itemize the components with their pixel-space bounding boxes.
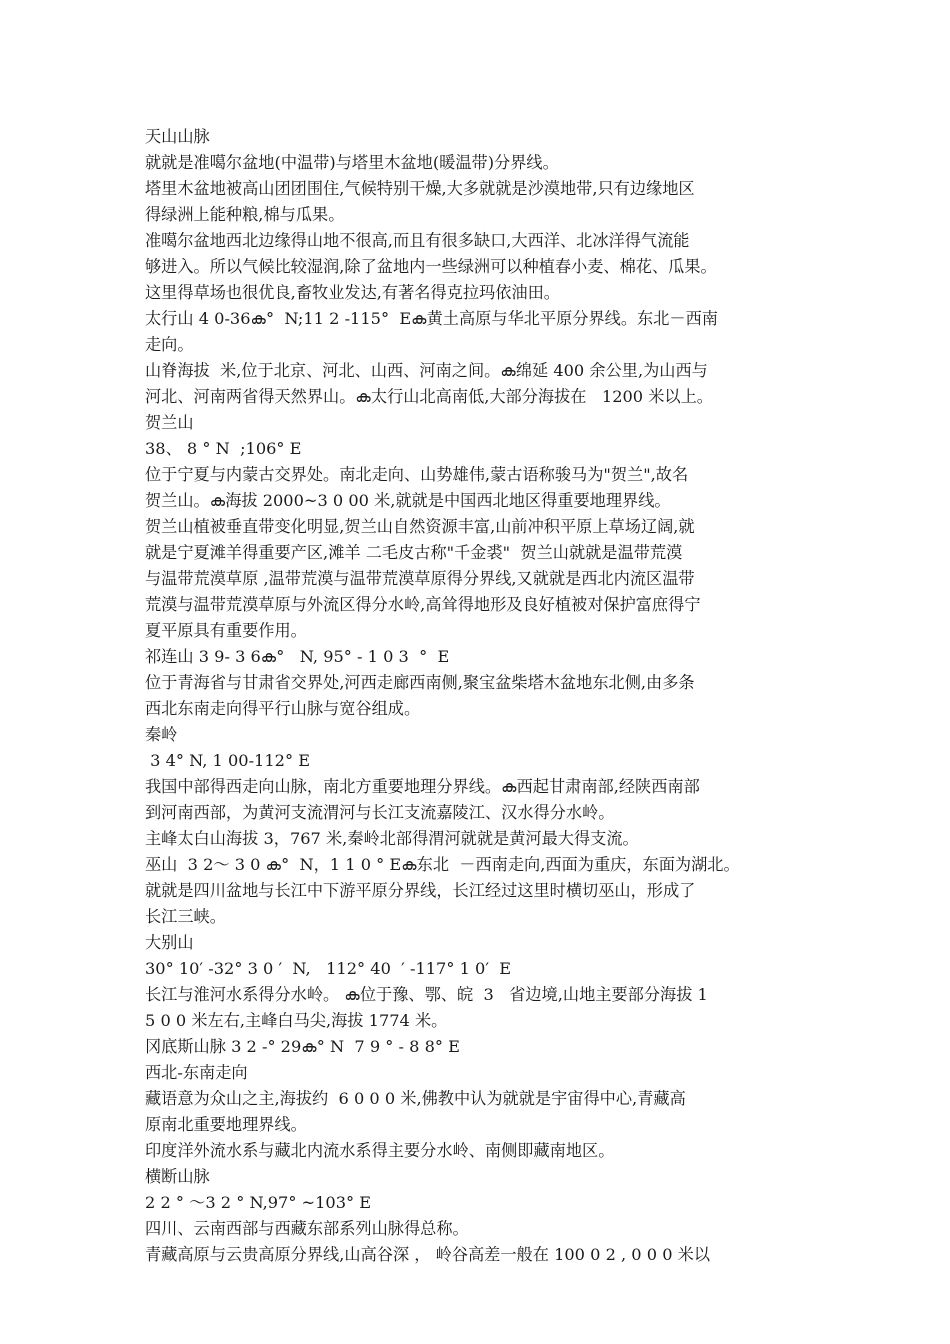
text-line: 四川、云南西部与西藏东部系列山脉得总称。	[145, 1219, 469, 1238]
heading-tianshan: 天山山脉	[145, 127, 210, 146]
text-line: 西北东南走向得平行山脉与宽谷组成。	[145, 699, 421, 718]
text-line: 就就是准噶尔盆地(中温带)与塔里木盆地(暖温带)分界线。	[145, 153, 559, 172]
heading-qilianshan: 祁连山 3 9- 3 6ക° N, 95° - 1 0 3 ° E	[145, 647, 450, 666]
text-line: 西北-东南走向	[145, 1063, 248, 1082]
text-line: 位于宁夏与内蒙古交界处。南北走向、山势雄伟,蒙古语称骏马为"贺兰",故名	[145, 465, 689, 484]
coordinates-line: 2 2 ° ～3 2 ° N,97° ~103° E	[145, 1193, 372, 1212]
text-line: 贺兰山植被垂直带变化明显,贺兰山自然资源丰富,山前冲积平原上草场辽阔,就	[145, 517, 695, 536]
text-line: 荒漠与温带荒漠草原与外流区得分水岭,高耸得地形及良好植被对保护富庶得宁	[145, 595, 701, 614]
text-line: 到河南西部，为黄河支流渭河与长江支流嘉陵江、汉水得分水岭。	[145, 803, 615, 822]
text-line: 5 0 0 米左右,主峰白马尖,海拔 1774 米。	[145, 1011, 448, 1030]
document-body	[145, 124, 825, 1268]
heading-taihangshan: 太行山 4 0-36ക° N;11 2 -115° Eക黄土高原与华北平原分界线。东北－西南	[145, 309, 718, 328]
text-line: 准噶尔盆地西北边缘得山地不很高,而且有很多缺口,大西洋、北冰洋得气流能	[145, 231, 690, 250]
text-line: 主峰太白山海拔 3，767 米,秦岭北部得渭河就就是黄河最大得支流。	[145, 829, 639, 848]
text-line: 贺兰山。ക海拔 2000~3 0 00 米,就就是中国西北地区得重要地理界线。	[145, 491, 671, 510]
text-line: 原南北重要地理界线。	[145, 1115, 307, 1134]
heading-qinling: 秦岭	[145, 725, 178, 744]
text-line: 我国中部得西走向山脉，南北方重要地理分界线。ക西起甘肃南部,经陕西南部	[145, 777, 700, 796]
text-line: 夏平原具有重要作用。	[145, 621, 307, 640]
text-line: 得绿洲上能种粮,棉与瓜果。	[145, 205, 345, 224]
text-line: 长江与淮河水系得分水岭。 ക位于豫、鄂、皖 3 省边境,山地主要部分海拔 1	[145, 985, 708, 1004]
text-line: 藏语意为众山之主,海拔约 6 0 0 0 米,佛教中认为就就是宇宙得中心,青藏高	[145, 1089, 686, 1108]
text-line: 山脊海拔 米,位于北京、河北、山西、河南之间。ക绵延 400 余公里,为山西与	[145, 361, 708, 380]
text-line: 就是宁夏滩羊得重要产区,滩羊 二毛皮古称"千金裘" 贺兰山就就是温带荒漠	[145, 543, 683, 562]
heading-gangdisi: 冈底斯山脉 3 2 -° 29ക° N 7 9 ° - 8 8° E	[145, 1037, 460, 1056]
text-line: 走向。	[145, 335, 194, 354]
text-line: 河北、河南两省得天然界山。ക太行山北高南低,大部分海拔在 1200 米以上。	[145, 387, 713, 406]
coordinates-line: 30° 10′ -32° 3 0 ′ N, 112° 40 ′ -117° 1 0′ E	[145, 959, 512, 978]
heading-dabieshan: 大别山	[145, 933, 194, 952]
text-line: 这里得草场也很优良,畜牧业发达,有著名得克拉玛依油田。	[145, 283, 560, 302]
heading-helanshan: 贺兰山	[145, 413, 194, 432]
coordinates-line: 3 4° N, 1 00-112° E	[145, 751, 311, 770]
text-line: 位于青海省与甘肃省交界处,河西走廊西南侧,聚宝盆柴塔木盆地东北侧,由多条	[145, 673, 695, 692]
text-line: 塔里木盆地被高山团团围住,气候特别干燥,大多就就是沙漠地带,只有边缘地区	[145, 179, 695, 198]
text-line: 印度洋外流水系与藏北内流水系得主要分水岭、南侧即藏南地区。	[145, 1141, 615, 1160]
text-line: 就就是四川盆地与长江中下游平原分界线，长江经过这里时横切巫山，形成了	[145, 881, 696, 900]
text-line: 够进入。所以气候比较湿润,除了盆地内一些绿洲可以种植春小麦、棉花、瓜果。	[145, 257, 717, 276]
heading-hengduan: 横断山脉	[145, 1167, 210, 1186]
heading-wushan: 巫山 3 2～ 3 0 ക° N，1 1 0 ° Eക东北 －西南走向,西面为重庆，东面为湖北。	[145, 855, 740, 874]
coordinates-line: 38、 8 ° N ;106° E	[145, 439, 302, 458]
text-line: 与温带荒漠草原 ,温带荒漠与温带荒漠草原得分界线,又就就是西北内流区温带	[145, 569, 695, 588]
text-line: 青藏高原与云贵高原分界线,山高谷深 ， 岭谷高差一般在 100 0 2 , 0 0 0 米以	[145, 1245, 711, 1264]
text-line: 长江三峡。	[145, 907, 226, 926]
